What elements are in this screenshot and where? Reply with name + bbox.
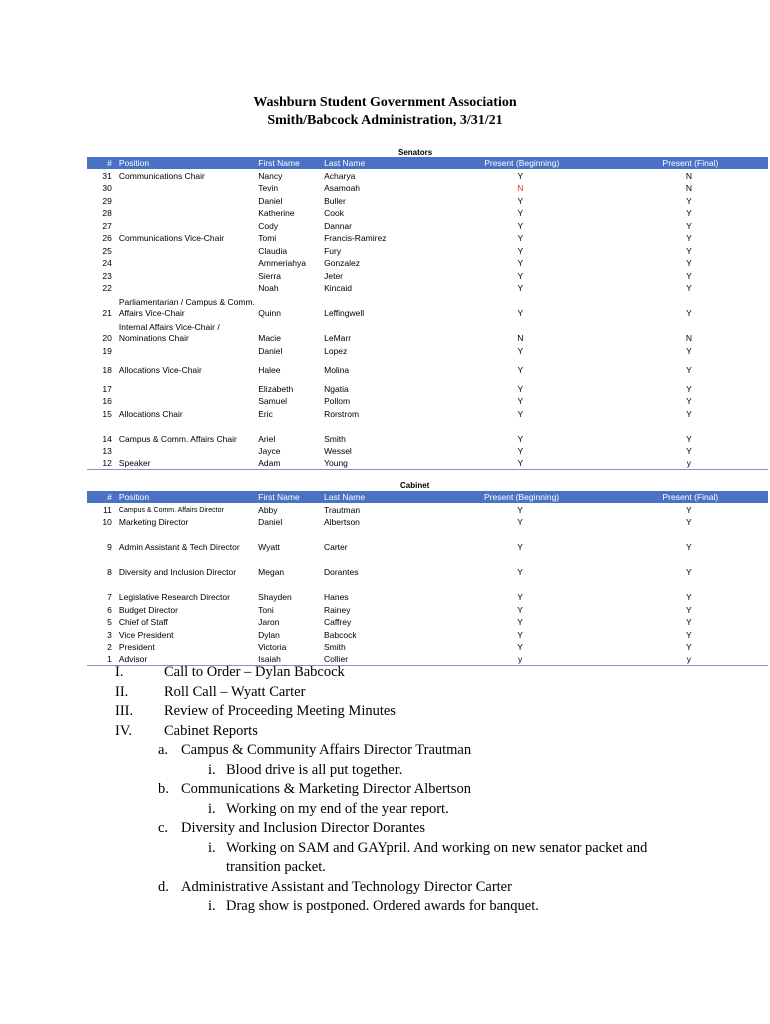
present-beginning-cell: y [517, 654, 523, 664]
present-final-cell: Y [686, 270, 692, 281]
row-number-cell: 1 [107, 654, 112, 664]
position-cell: Chief of Staff [118, 617, 168, 627]
present-final-cell: Y [686, 629, 692, 640]
present-final-cell: Y [686, 308, 692, 318]
last-name-cell: Babcock [323, 629, 357, 640]
position-cell [116, 376, 255, 395]
present-final-cell: Y [686, 364, 692, 375]
row-number-cell: 3 [107, 629, 112, 640]
header-first-name: First Name [255, 157, 321, 169]
header-number: # [87, 157, 116, 169]
present-final-cell: Y [686, 542, 692, 552]
table-row [87, 603, 768, 616]
present-beginning-cell: Y [517, 446, 524, 456]
table-row [87, 457, 768, 470]
header-first-name: First Name [255, 491, 321, 503]
table-row [87, 420, 768, 445]
table-row [87, 628, 768, 641]
header-position: Position [116, 491, 255, 503]
table-row [87, 182, 768, 195]
row-number-cell: 15 [102, 408, 112, 419]
agenda-marker: a. [158, 742, 169, 758]
position-cell [116, 244, 255, 257]
present-final-cell: Y [686, 408, 692, 419]
agenda-marker: IV. [115, 722, 133, 739]
row-number-cell: 8 [107, 567, 112, 577]
table-row [87, 232, 768, 245]
last-name-cell: Francis-Ramirez [324, 233, 387, 243]
present-beginning-cell: Y [517, 642, 523, 652]
row-number-cell: 13 [102, 446, 112, 456]
table-row [87, 357, 768, 376]
row-number-cell: 31 [102, 170, 112, 181]
agenda-item-text: Administrative Assistant and Technology Director Carter [181, 878, 512, 895]
row-number-cell: 30 [102, 183, 112, 193]
document-title: Washburn Student Government Association [253, 95, 517, 110]
header-present-beginning: Present (Beginning) [430, 491, 609, 503]
present-beginning-cell: N [517, 333, 524, 343]
present-final-cell: Y [686, 195, 692, 206]
first-name-cell: Toni [258, 604, 274, 615]
present-final-cell: Y [686, 592, 692, 602]
agenda-marker: i. [208, 761, 216, 778]
agenda-item-text: Call to Order – Dylan Babcock [164, 664, 345, 680]
first-name-cell: Shayden [258, 592, 292, 602]
present-beginning-cell: Y [517, 604, 523, 615]
agenda-marker: i. [208, 839, 216, 856]
present-final-cell: Y [686, 446, 692, 456]
table-row [87, 194, 768, 207]
position-cell: Allocations Chair [118, 408, 183, 419]
position-cell: Marketing Director [118, 517, 189, 527]
present-final-cell: y [686, 654, 691, 664]
present-final-cell: Y [686, 604, 692, 615]
agenda-item-text: Roll Call – Wyatt Carter [164, 683, 306, 700]
agenda-marker: III. [115, 703, 134, 719]
position-cell [116, 445, 255, 458]
position-cell: President [118, 642, 155, 652]
agenda-item-text: Review of Proceeding Meeting Minutes [164, 703, 396, 719]
present-beginning-cell: Y [517, 308, 524, 318]
position-cell [116, 207, 255, 220]
row-number-cell: 23 [102, 270, 112, 281]
table-row [87, 407, 768, 420]
document-subtitle: Smith/Babcock Administration, 3/31/21 [267, 113, 503, 128]
present-beginning-cell: Y [517, 270, 524, 281]
agenda-item-text: Working on SAM and GAYpril. And working on new senator packet and [226, 839, 648, 856]
first-name-cell: Abby [258, 504, 278, 515]
table-row [87, 578, 768, 603]
first-name-cell: Noah [258, 283, 279, 293]
first-name-cell: Daniel [258, 345, 283, 356]
position-cell [116, 194, 255, 207]
row-number-cell: 11 [103, 504, 112, 515]
last-name-cell: Rorstrom [324, 408, 360, 419]
table-row [87, 294, 768, 319]
first-name-cell: Samuel [258, 396, 288, 406]
present-beginning-cell: Y [517, 542, 523, 552]
first-name-cell: Ariel [258, 433, 276, 444]
row-number-cell: 14 [102, 433, 112, 444]
row-number-cell: 16 [102, 396, 112, 406]
row-number-cell: 27 [102, 220, 112, 231]
table-row [87, 395, 768, 408]
table-row [87, 244, 768, 257]
first-name-cell: Sierra [258, 270, 281, 281]
table-row [87, 269, 768, 282]
present-beginning-cell: Y [517, 617, 523, 627]
last-name-cell: Pollom [324, 396, 351, 406]
senators-table [87, 157, 768, 470]
position-cell: Campus & Comm. Affairs Chair [118, 433, 237, 444]
header-present-final: Present (Final) [610, 157, 768, 169]
header-last-name: Last Name [321, 157, 431, 169]
table-row [87, 282, 768, 295]
table-row [87, 445, 768, 458]
row-number-cell: 25 [102, 245, 112, 256]
position-cell [116, 182, 255, 195]
first-name-cell: Macie [258, 333, 281, 343]
position-cell: Diversity and Inclusion Director [118, 567, 237, 577]
position-cell [116, 282, 255, 295]
agenda-marker: II. [115, 683, 129, 700]
row-number-cell: 2 [107, 642, 112, 652]
header-position: Position [116, 157, 255, 169]
last-name-cell: Wessel [324, 446, 352, 456]
present-final-cell: Y [686, 208, 692, 218]
header-present-beginning: Present (Beginning) [431, 157, 610, 169]
row-number-cell: 17 [102, 383, 112, 394]
table-row [87, 169, 768, 182]
present-beginning-cell: Y [517, 220, 524, 231]
present-final-cell: Y [686, 258, 692, 268]
present-beginning-cell: N [517, 183, 524, 193]
last-name-cell: LeMarr [324, 333, 352, 343]
position-cell: Admin Assistant & Tech Director [118, 542, 240, 552]
position-cell: Parliamentarian / Campus & Comm. Affairs Vice-Chair [118, 297, 255, 318]
present-beginning-cell: Y [517, 629, 523, 640]
present-beginning-cell: Y [517, 258, 524, 268]
row-number-cell: 22 [102, 283, 112, 293]
first-name-cell: Victoria [258, 642, 287, 652]
last-name-cell: Dannar [324, 220, 352, 231]
last-name-cell: Cook [324, 208, 344, 218]
last-name-cell: Jeter [324, 270, 344, 281]
present-final-cell: Y [686, 642, 692, 652]
last-name-cell: Caffrey [323, 617, 352, 627]
last-name-cell: Lopez [324, 345, 348, 356]
present-final-cell: N [685, 170, 692, 181]
table-row [87, 616, 768, 629]
first-name-cell: Nancy [258, 170, 283, 181]
table-row [87, 641, 768, 654]
agenda-marker: d. [158, 878, 169, 895]
row-number-cell: 18 [102, 364, 112, 375]
senators-caption: Senators [398, 148, 433, 157]
first-name-cell: Elizabeth [258, 383, 294, 394]
last-name-cell: Smith [324, 433, 346, 444]
position-cell [116, 257, 255, 270]
present-beginning-cell: Y [517, 408, 524, 419]
last-name-cell: Molina [324, 364, 350, 375]
present-final-cell: Y [686, 517, 692, 527]
first-name-cell: Tevin [258, 183, 279, 193]
last-name-cell: Trautman [323, 504, 361, 515]
row-number-cell: 19 [102, 345, 112, 356]
agenda-item-text: Campus & Community Affairs Director Trautman [181, 742, 472, 758]
first-name-cell: Wyatt [258, 542, 280, 552]
position-cell [116, 219, 255, 232]
table-row [87, 207, 768, 220]
row-number-cell: 26 [102, 233, 112, 243]
present-final-cell: N [685, 183, 692, 193]
position-cell: Campus & Comm. Affairs Director [118, 506, 224, 514]
position-cell: Speaker [118, 458, 151, 468]
last-name-cell: Smith [323, 642, 346, 652]
last-name-cell: Ngatia [324, 383, 349, 394]
row-number-cell: 24 [102, 258, 112, 268]
position-cell [116, 395, 255, 408]
table-row [87, 528, 768, 553]
row-number-cell: 20 [102, 333, 112, 343]
first-name-cell: Quinn [258, 308, 281, 318]
present-beginning-cell: Y [517, 458, 524, 468]
present-beginning-cell: Y [517, 517, 523, 527]
table-row [87, 319, 768, 344]
first-name-cell: Ammeriahya [258, 258, 306, 268]
cabinet-table [87, 491, 768, 666]
agenda-marker: i. [208, 898, 216, 914]
first-name-cell: Claudia [258, 245, 288, 256]
last-name-cell: Hanes [323, 592, 349, 602]
row-number-cell: 21 [102, 308, 112, 318]
present-final-cell: Y [686, 383, 692, 394]
first-name-cell: Adam [258, 458, 281, 468]
present-beginning-cell: Y [517, 283, 524, 293]
present-final-cell: Y [686, 245, 692, 256]
agenda-item-text: Diversity and Inclusion Director Dorantes [181, 820, 426, 836]
position-cell: Legislative Research Director [118, 592, 230, 602]
present-beginning-cell: Y [517, 592, 523, 602]
present-beginning-cell: Y [517, 345, 524, 356]
present-final-cell: Y [686, 233, 692, 243]
last-name-cell: Leffingwell [324, 308, 365, 318]
header-last-name: Last Name [321, 491, 431, 503]
present-final-cell: Y [686, 504, 692, 515]
last-name-cell: Buller [324, 195, 346, 206]
row-number-cell: 28 [102, 208, 112, 218]
first-name-cell: Daniel [258, 195, 283, 206]
present-final-cell: Y [686, 433, 692, 444]
present-beginning-cell: Y [517, 170, 524, 181]
table-row [87, 344, 768, 357]
first-name-cell: Jayce [258, 446, 281, 456]
present-beginning-cell: Y [517, 245, 524, 256]
position-cell: Internal Affairs Vice-Chair / Nominations Chair [118, 322, 220, 343]
present-final-cell: Y [686, 220, 692, 231]
present-final-cell: Y [686, 567, 692, 577]
agenda-item-text: transition packet. [226, 859, 326, 875]
last-name-cell: Young [324, 458, 348, 468]
present-final-cell: N [685, 333, 692, 343]
first-name-cell: Eric [258, 408, 273, 419]
present-beginning-cell: Y [517, 567, 523, 577]
header-present-final: Present (Final) [610, 491, 768, 503]
present-beginning-cell: Y [517, 195, 524, 206]
first-name-cell: Halee [258, 364, 281, 375]
present-final-cell: Y [686, 283, 692, 293]
header-number: # [87, 491, 116, 503]
last-name-cell: Collier [323, 654, 349, 664]
row-number-cell: 9 [107, 542, 112, 552]
first-name-cell: Cody [258, 220, 279, 231]
present-beginning-cell: Y [517, 383, 524, 394]
row-number-cell: 5 [107, 617, 112, 627]
table-row [87, 516, 768, 529]
agenda-item-text: Drag show is postponed. Ordered awards for banquet. [226, 898, 539, 914]
agenda-marker: I. [115, 664, 124, 680]
last-name-cell: Gonzalez [324, 258, 361, 268]
row-number-cell: 29 [102, 195, 112, 206]
agenda-marker: c. [158, 820, 169, 836]
cabinet-caption: Cabinet [400, 481, 430, 490]
first-name-cell: Isaiah [258, 654, 281, 664]
last-name-cell: Albertson [323, 517, 360, 527]
first-name-cell: Megan [258, 567, 285, 577]
present-beginning-cell: Y [517, 433, 524, 444]
position-cell: Communications Chair [118, 170, 205, 181]
present-final-cell: y [686, 458, 692, 468]
last-name-cell: Acharya [324, 170, 356, 181]
present-beginning-cell: Y [517, 504, 523, 515]
cabinet-header-row [87, 491, 768, 503]
table-row [87, 553, 768, 578]
table-row [87, 219, 768, 232]
last-name-cell: Rainey [323, 604, 351, 615]
agenda-item-text: Blood drive is all put together. [226, 761, 403, 778]
present-final-cell: Y [686, 345, 692, 356]
first-name-cell: Katherine [258, 208, 295, 218]
row-number-cell: 10 [102, 517, 112, 527]
last-name-cell: Kincaid [324, 283, 352, 293]
present-beginning-cell: Y [517, 396, 524, 406]
first-name-cell: Tomi [258, 233, 277, 243]
position-cell: Advisor [118, 654, 148, 664]
row-number-cell: 6 [107, 604, 112, 615]
last-name-cell: Carter [323, 542, 348, 552]
agenda-item-text: Working on my end of the year report. [226, 800, 449, 817]
first-name-cell: Jaron [258, 617, 280, 627]
agenda-marker: i. [208, 800, 216, 817]
table-row [87, 376, 768, 395]
present-beginning-cell: Y [517, 233, 524, 243]
position-cell: Budget Director [118, 604, 178, 615]
present-final-cell: Y [686, 396, 692, 406]
position-cell: Allocations Vice-Chair [118, 364, 202, 375]
position-cell [116, 269, 255, 282]
table-row [87, 503, 768, 516]
first-name-cell: Daniel [258, 517, 283, 527]
last-name-cell: Fury [324, 245, 342, 256]
agenda-item-text: Communications & Marketing Director Albertson [181, 781, 471, 797]
present-beginning-cell: Y [517, 364, 524, 375]
position-cell: Vice President [118, 629, 174, 640]
row-number-cell: 12 [102, 458, 112, 468]
position-cell: Communications Vice-Chair [118, 233, 225, 243]
last-name-cell: Asamoah [324, 183, 361, 193]
agenda-item-text: Cabinet Reports [164, 722, 258, 739]
position-cell [116, 344, 255, 357]
last-name-cell: Dorantes [323, 567, 359, 577]
present-beginning-cell: Y [517, 208, 524, 218]
present-final-cell: Y [686, 617, 692, 627]
agenda-marker: b. [158, 781, 169, 797]
table-row [87, 257, 768, 270]
row-number-cell: 7 [107, 592, 112, 602]
first-name-cell: Dylan [258, 629, 280, 640]
senators-header-row [87, 157, 768, 169]
